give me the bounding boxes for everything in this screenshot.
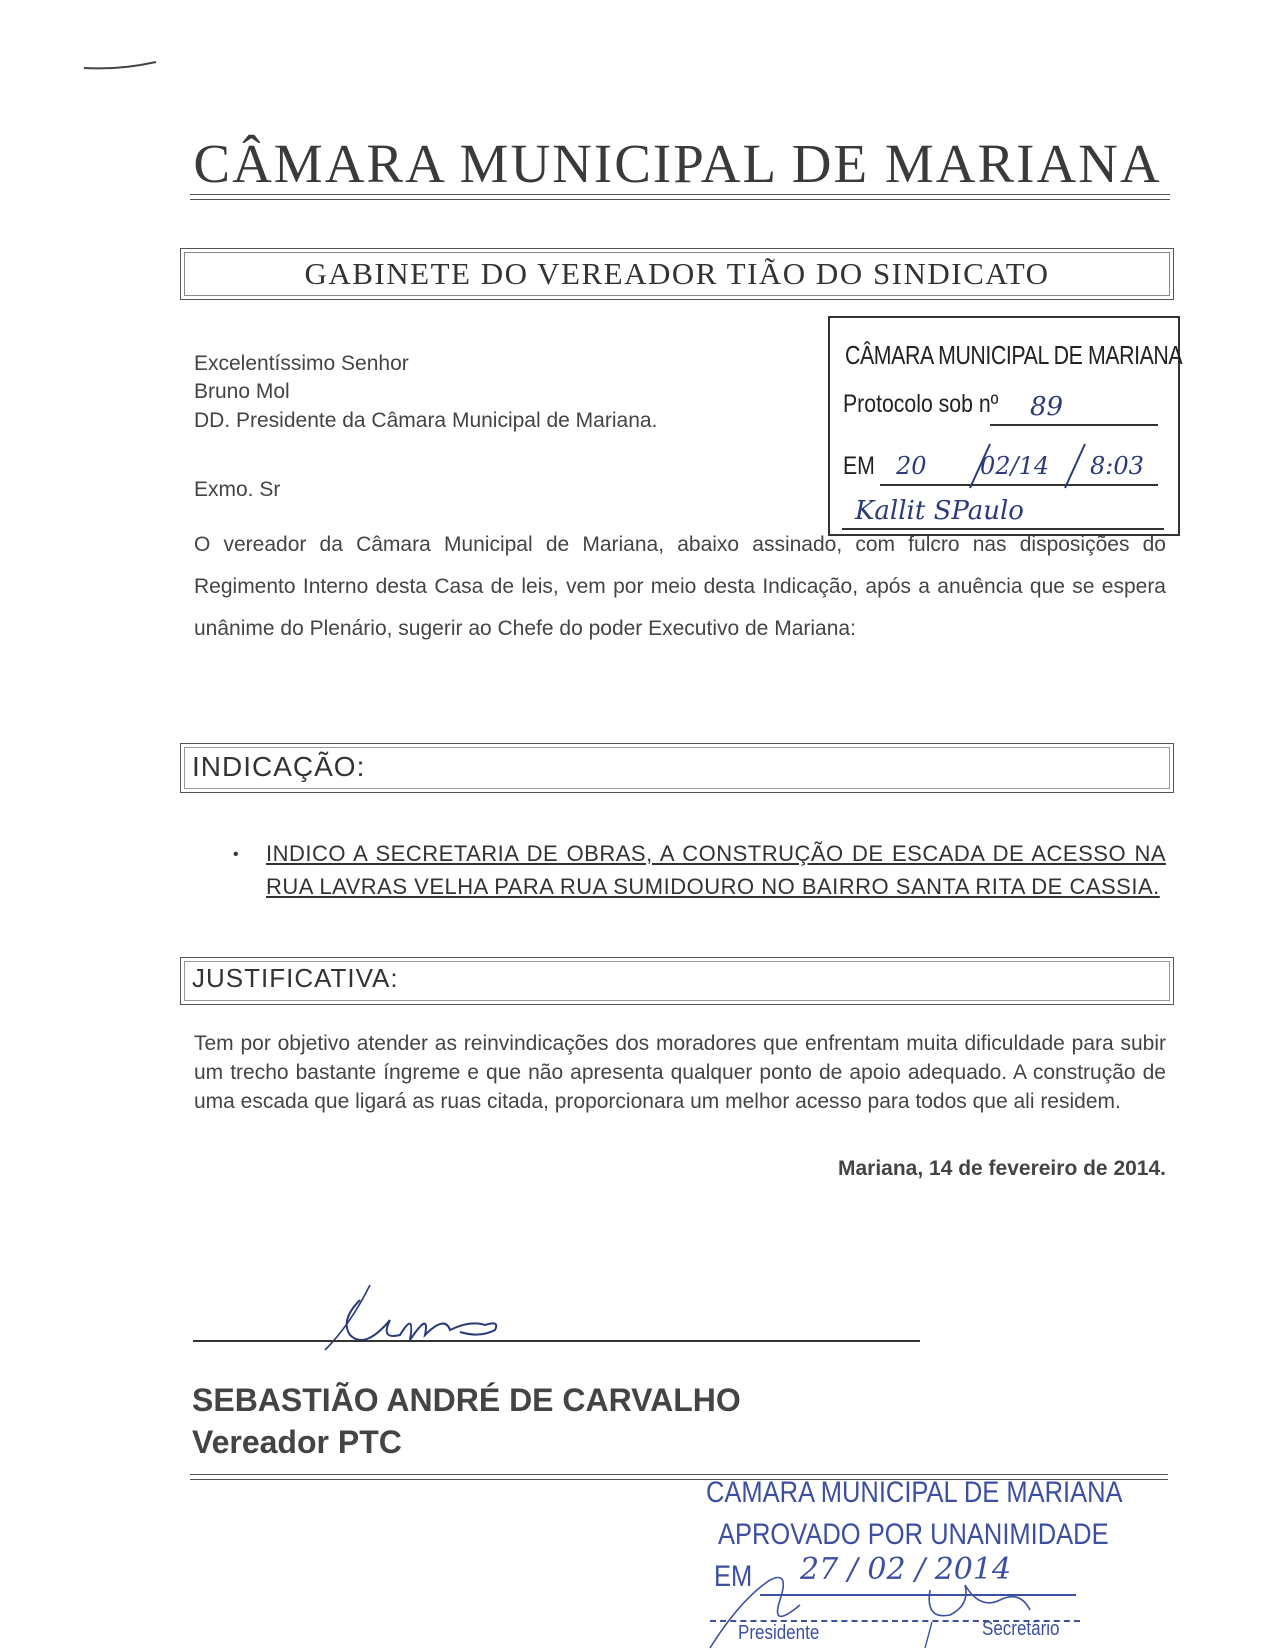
justificativa-heading: JUSTIFICATIVA:: [192, 963, 399, 993]
protocol-number: 89: [1030, 392, 1064, 422]
closing-date: Mariana, 14 de fevereiro de 2014.: [837, 1157, 1166, 1180]
office-title: GABINETE DO VEREADOR TIÃO DO SINDICATO: [304, 256, 1050, 291]
protocol-stamp-title: CÂMARA MUNICIPAL DE MARIANA: [845, 340, 1183, 370]
protocol-date-day: 20: [896, 452, 927, 480]
protocol-date-rest: 02/14: [980, 452, 1050, 480]
approval-stamp-line1: CAMARA MUNICIPAL DE MARIANA: [706, 1476, 1123, 1509]
title-rule-bottom: [190, 199, 1170, 200]
justificativa-text: Tem por objetivo atender as reinvindicações dos moradores que enfrentam muita dificuldade para subir um trecho bastante íngreme e que não apresenta qualquer ponto de apoio adequado. A construção de uma escada que ligará as ruas citada, proporcionara um melhor acesso para todos que ali residem.: [194, 1032, 1166, 1113]
approval-secretary-label: Secretário: [982, 1618, 1060, 1640]
indicacao-heading: INDICAÇÃO:: [192, 751, 366, 782]
greeting: Exmo. Sr: [194, 478, 281, 501]
protocol-time: 8:03: [1090, 452, 1144, 480]
stray-pen-mark: [80, 56, 160, 76]
protocol-signature-rule: [842, 528, 1164, 530]
indicacao-bullet: •: [233, 846, 239, 863]
intro-paragraph: O vereador da Câmara Municipal de Mariana, abaixo assinado, com fulcro nas disposições do Regimento Interno desta Casa de leis, vem por meio desta Indicação, após a anuência que se espera unânime do Plenário, sugerir ao Chefe do poder Executivo de Mariana:: [194, 533, 1166, 640]
approval-stamp-line2: APROVADO POR UNANIMIDADE: [718, 1518, 1109, 1551]
signer-role: Vereador PTC: [192, 1424, 402, 1460]
approval-em-label: EM: [714, 1560, 753, 1593]
recipient-name: Bruno Mol: [194, 380, 290, 403]
signature-line: [193, 1340, 920, 1342]
document-title: CÂMARA MUNICIPAL DE MARIANA: [193, 133, 1162, 194]
approval-date: 27 / 02 / 2014: [800, 1552, 1012, 1587]
salutation: Excelentíssimo Senhor: [194, 352, 409, 375]
recipient-position: DD. Presidente da Câmara Municipal de Mariana.: [194, 409, 658, 432]
protocol-em-label: EM: [843, 452, 875, 480]
protocol-number-rule: [990, 424, 1158, 426]
indicacao-text: INDICO A SECRETARIA DE OBRAS, A CONSTRUÇÃO DE ESCADA DE ACESSO NA RUA LAVRAS VELHA PARA RUA SUMIDOURO NO BAIRRO SANTA RITA DE CASSIA.: [266, 841, 1166, 899]
title-rule-top: [190, 194, 1170, 195]
approval-president-label: Presidente: [738, 1622, 820, 1644]
protocol-signature: Kallit SPaulo: [855, 496, 1024, 526]
protocol-slash-marks: [960, 440, 1110, 490]
handwritten-signature: [320, 1280, 520, 1360]
bottom-rule-top: [190, 1474, 1168, 1475]
protocol-label: Protocolo sob nº: [843, 390, 999, 418]
signer-name: SEBASTIÃO ANDRÉ DE CARVALHO: [192, 1382, 741, 1418]
